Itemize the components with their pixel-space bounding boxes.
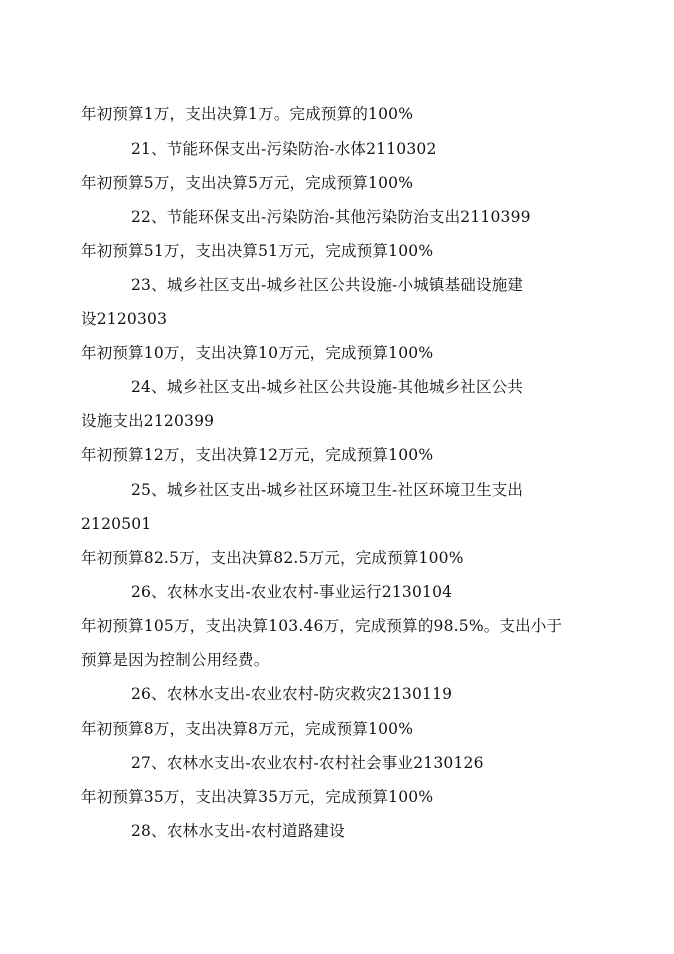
item-heading: 23、城乡社区支出-城乡社区公共设施-小城镇基础设施建 (131, 276, 524, 294)
budget-note: 预算是因为控制公用经费。 (81, 651, 270, 669)
item-heading: 28、农林水支出-农村道路建设 (131, 822, 345, 840)
item-heading-continued: 2120501 (81, 515, 152, 533)
budget-line: 年初预算12万，支出决算12万元，完成预算100% (81, 446, 434, 464)
item-heading: 26、农林水支出-农业农村-事业运行2130104 (131, 583, 453, 601)
item-heading: 21、节能环保支出-污染防治-水体2110302 (131, 140, 437, 158)
budget-line: 年初预算51万，支出决算51万元，完成预算100% (81, 242, 434, 260)
budget-line: 年初预算35万，支出决算35万元，完成预算100% (81, 788, 434, 806)
item-heading-continued: 设2120303 (81, 310, 168, 328)
budget-line: 年初预算105万，支出决算103.46万，完成预算的98.5%。支出小于 (81, 617, 563, 635)
budget-line: 年初预算5万，支出决算5万元，完成预算100% (81, 174, 414, 192)
item-heading: 24、城乡社区支出-城乡社区公共设施-其他城乡社区公共 (131, 378, 524, 396)
item-heading: 25、城乡社区支出-城乡社区环境卫生-社区环境卫生支出 (131, 481, 524, 499)
budget-line: 年初预算8万，支出决算8万元，完成预算100% (81, 720, 414, 738)
item-heading: 27、农林水支出-农业农村-农村社会事业2130126 (131, 754, 484, 772)
item-heading: 22、节能环保支出-污染防治-其他污染防治支出2110399 (131, 208, 531, 226)
budget-line: 年初预算10万，支出决算10万元，完成预算100% (81, 344, 434, 362)
budget-line: 年初预算1万，支出决算1万。完成预算的100% (81, 105, 414, 123)
item-heading-continued: 设施支出2120399 (81, 412, 215, 430)
item-heading: 26、农林水支出-农业农村-防灾救灾2130119 (131, 685, 453, 703)
budget-line: 年初预算82.5万，支出决算82.5万元，完成预算100% (81, 549, 464, 567)
